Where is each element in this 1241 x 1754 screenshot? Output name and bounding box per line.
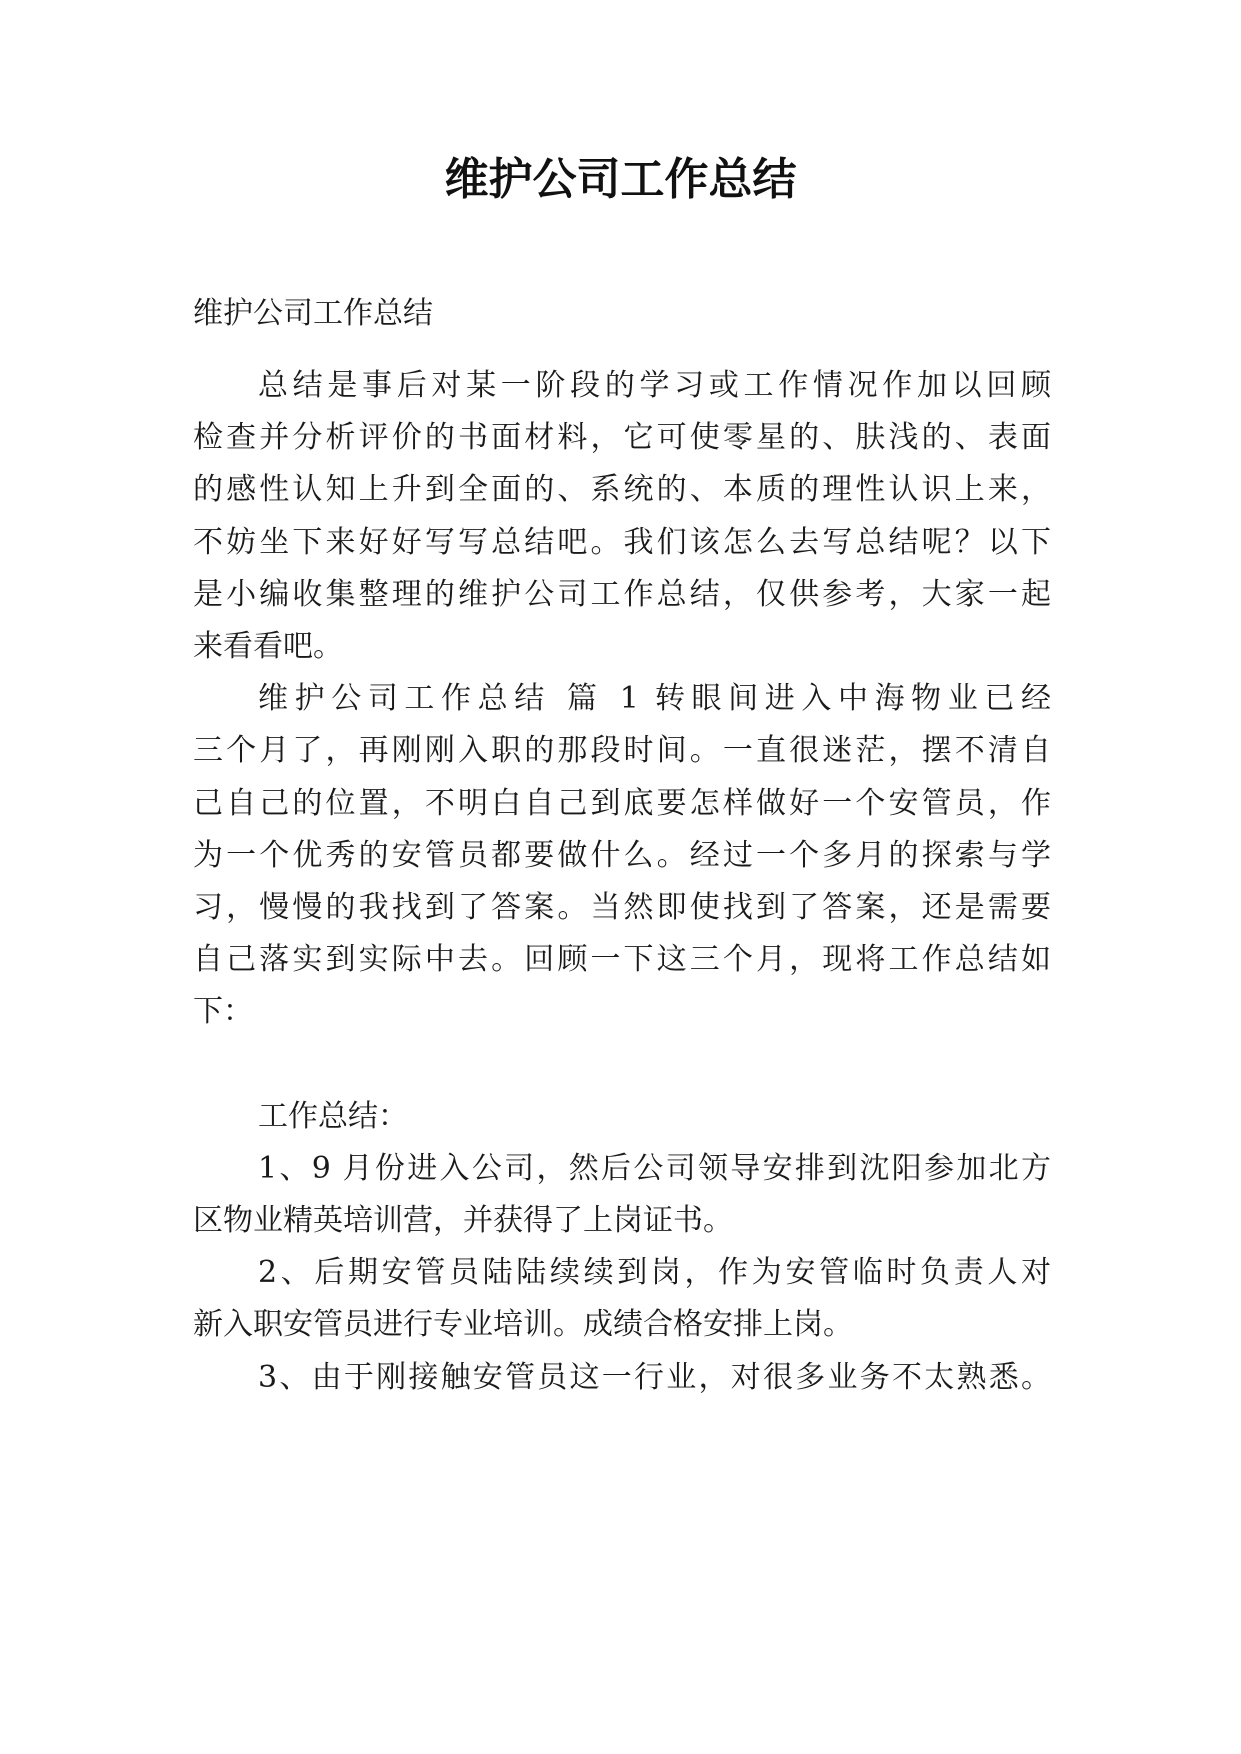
section1-line: 维护公司工作总结 篇 1 转眼间进入中海物业已经: [258, 681, 1051, 716]
section1-line: 己自己的位置，不明白自己到底要怎样做好一个安管员，作: [193, 786, 1051, 821]
intro-line: 总结是事后对某一阶段的学习或工作情况作加以回顾: [258, 368, 1051, 403]
intro-line: 不妨坐下来好好写写总结吧。我们该怎么去写总结呢？以下: [193, 525, 1051, 560]
intro-line: 检查并分析评价的书面材料，它可使零星的、肤浅的、表面: [193, 420, 1051, 455]
intro-line: 的感性认知上升到全面的、系统的、本质的理性认识上来，: [193, 472, 1051, 507]
document-title: 维护公司工作总结: [444, 154, 797, 205]
section1-line: 三个月了，再刚刚入职的那段时间。一直很迷茫，摆不清自: [193, 733, 1051, 768]
item1-line: 1、9 月份进入公司，然后公司领导安排到沈阳参加北方: [258, 1151, 1051, 1186]
item1-line: 区物业精英培训营，并获得了上岗证书。: [193, 1203, 733, 1238]
section1-line: 为一个优秀的安管员都要做什么。经过一个多月的探索与学: [193, 838, 1051, 873]
document-subtitle: 维护公司工作总结: [193, 296, 433, 331]
item2-line: 新入职安管员进行专业培训。成绩合格安排上岗。: [193, 1307, 853, 1342]
intro-line: 来看看吧。: [193, 629, 343, 664]
section1-line: 自己落实到实际中去。回顾一下这三个月，现将工作总结如: [193, 942, 1051, 977]
work-summary-label: 工作总结：: [258, 1099, 408, 1134]
section1-line: 习，慢慢的我找到了答案。当然即使找到了答案，还是需要: [193, 890, 1051, 925]
intro-line: 是小编收集整理的维护公司工作总结，仅供参考，大家一起: [193, 577, 1051, 612]
section1-line: 下：: [193, 994, 253, 1029]
item3-line: 3、由于刚接触安管员这一行业，对很多业务不太熟悉。: [258, 1360, 1051, 1395]
item2-line: 2、后期安管员陆陆续续到岗，作为安管临时负责人对: [258, 1255, 1051, 1290]
